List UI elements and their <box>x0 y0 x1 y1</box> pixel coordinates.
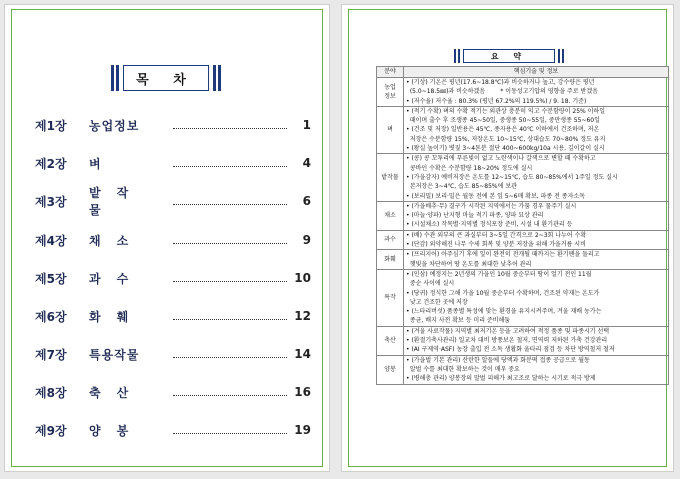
row-category: 특작 <box>377 269 404 326</box>
row-content <box>404 154 669 201</box>
content-line: • (환절기축사관리) 일교차 대비 방풍보온 철저, 면역력 저하된 가축 건강관리 <box>406 337 608 345</box>
toc-page-number: 14 <box>294 347 311 361</box>
toc-page-number: 4 <box>302 156 311 170</box>
content-line: • (느타리버섯) 품종별 특성에 맞는 환경을 유지시켜주며, 겨울 재배 농가는 <box>406 308 602 316</box>
toc-leader-dots <box>173 243 287 244</box>
content-line: 햇빛을 차단하여 땅 온도를 최대한 낮추어 관리 <box>406 260 532 268</box>
row-content <box>404 326 669 355</box>
content-line: • (시설채소) 작목별·지역별 정식포장 준비, 시설 내 환기관리 등 <box>406 221 573 229</box>
toc-chapter: 제5장 <box>35 271 67 286</box>
content-line: • (콩) 콩 꼬투리에 푸른빛이 없고 노란색이나 갈색으로 변할 때 수확하고 <box>406 155 596 163</box>
row-content <box>404 106 669 153</box>
content-line: • (가을감자) 예비저장은 온도를 12~15℃, 습도 80~85%에서 1주일 정도 실시 <box>406 173 618 181</box>
toc-entry[interactable] <box>35 153 311 173</box>
content-line: 종균, 배지 사전 확보 등 미리 준비해둠 <box>406 317 511 325</box>
row-category: 화훼 <box>377 250 404 270</box>
header-content: 핵심기술 및 정보 <box>404 67 669 78</box>
content-line: 낮고 건조한 곳에 저장 <box>406 298 468 306</box>
toc-entry[interactable] <box>35 115 311 135</box>
toc-chapter-name: 밭작물 <box>89 186 145 217</box>
row-content <box>404 201 669 230</box>
content-line: • (적기 수확) 벼의 수확 적기는 외관상 충분히 익고 수분함량이 25% 이하일 <box>406 107 606 115</box>
toc-entry[interactable] <box>35 382 311 402</box>
header-category: 분야 <box>377 67 404 78</box>
row-category: 과수 <box>377 230 404 250</box>
toc-leader-dots <box>173 433 287 434</box>
toc-chapter: 제2장 <box>35 156 67 171</box>
toc-entry[interactable] <box>35 344 311 364</box>
toc-page-number: 10 <box>294 271 311 285</box>
toc-page <box>4 4 330 472</box>
toc-chapter: 제9장 <box>35 423 67 438</box>
toc-chapter-name: 양봉 <box>89 423 145 438</box>
toc-entry[interactable] <box>35 306 311 326</box>
summary-table <box>376 66 669 385</box>
table-row <box>377 326 669 355</box>
content-line: • (가을벌 기본 관리) 산란한 알들에 당액과 화분떡 접종 공급으로 월동 <box>406 356 590 364</box>
toc-leader-dots <box>173 166 287 167</box>
toc-leader-dots <box>173 319 287 320</box>
toc-page-number: 9 <box>302 233 311 247</box>
toc-chapter: 제3장 <box>35 194 67 209</box>
toc-entry[interactable] <box>35 268 311 288</box>
content-line: • (병해충 관리) 양봉장의 말벌 피해가 최고조로 달하는 시기로 적극 방제 <box>406 375 596 383</box>
title-decoration-left <box>454 49 460 63</box>
content-line: 본저장은 3~4℃, 습도 85~85%에 보관 <box>406 183 517 191</box>
row-content <box>404 355 669 384</box>
content-line: • (보리밀) 보리·밀은 월동 전에 본 잎 5~6매 확보, 파종 전 종자소독 <box>406 192 585 200</box>
toc-entry[interactable] <box>35 420 311 440</box>
summary-table-body <box>377 78 669 385</box>
content-line: • (겨울 사료작물) 지역별 최저기온 등을 고려하여 적정 품종 및 파종시기 선택 <box>406 327 610 335</box>
toc-page-number: 1 <box>302 118 311 132</box>
row-content <box>404 250 669 270</box>
toc-chapter-name: 채소 <box>89 233 145 248</box>
toc-page-number: 19 <box>294 423 311 437</box>
toc-chapter-name: 벼 <box>89 156 117 171</box>
table-row <box>377 230 669 250</box>
content-line: 콩바인 수확은 수분함량 18~20% 정도에 실시 <box>406 164 533 172</box>
content-line: • (프리지어) 아주심기 후에 잎이 완전히 전개될 때까지는 환기팬을 돌리고 <box>406 251 600 259</box>
toc-entry[interactable] <box>35 186 311 217</box>
toc-chapter-name: 과수 <box>89 271 145 286</box>
content-line: 때이며 출수 후 조생종 45~50일, 중생종 50~55일, 중만생종 55~60일 <box>406 117 600 125</box>
toc-chapter: 제4장 <box>35 233 67 248</box>
toc-title-box <box>111 65 221 91</box>
row-category: 밭작물 <box>377 154 404 201</box>
toc-leader-dots <box>173 395 287 396</box>
content-line: 알벌 수를 최대한 확보하는 것이 매우 중요 <box>406 365 520 373</box>
title-decoration-right <box>558 49 564 63</box>
row-content <box>404 78 669 107</box>
table-row <box>377 250 669 270</box>
summary-title-box <box>454 48 564 64</box>
toc-chapter-name: 농업정보 <box>89 118 140 133</box>
content-line: • (마늘·양파) 난지형 마늘 적기 파종, 양파 묘상 관리 <box>406 212 544 220</box>
row-category: 농업 정보 <box>377 78 404 107</box>
toc-entry[interactable] <box>35 230 311 250</box>
toc-chapter-name: 축산 <box>89 385 145 400</box>
table-row <box>377 154 669 201</box>
content-line: 중순 사이에 실시 <box>406 280 455 288</box>
toc-chapter-name: 화훼 <box>89 309 145 324</box>
table-row <box>377 269 669 326</box>
row-content <box>404 269 669 326</box>
toc-chapter: 제6장 <box>35 309 67 324</box>
toc-page-number: 6 <box>302 194 311 208</box>
content-line: 저장은 수분함량 15%, 저장온도 10~15℃, 상대습도 70~80% 정도 유지 <box>406 135 606 143</box>
toc-leader-dots <box>173 281 287 282</box>
toc-title: 목 차 <box>123 65 209 91</box>
content-line: • (저수율) 저수율 : 80.3% (평년 67.2%의 119.5%) / 9. 18. 기준) <box>406 97 587 105</box>
content-line: • (가을배추·무) 결구가 시작된 지역에서는 가뭄 경우 물주기 실시 <box>406 202 577 210</box>
toc-chapter: 제8장 <box>35 385 67 400</box>
content-line: • (건조 및 저장) 일반용은 45℃, 종자용은 40℃ 이하에서 건조하며, 저온 <box>406 126 600 134</box>
content-line: • (인삼) 예정지는 2년생의 가을인 10월 중순부터 땅이 얼기 전인 11월 <box>406 270 592 278</box>
content-line: (5.0~18.5㎜)과 비슷하겠음 * 이동성고기압의 영향을 주로 받겠음 <box>406 88 598 96</box>
toc-leader-dots <box>173 204 287 205</box>
table-row <box>377 201 669 230</box>
content-line: • (왕실 높이기) 볏짚 3~4톤분 절단 400~600kg/10a 시용, 깊이갈이 실시 <box>406 145 605 153</box>
content-line: • (당귀) 정식한 그해 가을 10월 중순부터 수확하며, 건조된 약재는 온도가 <box>406 289 600 297</box>
toc-chapter: 제1장 <box>35 118 67 133</box>
title-decoration-right <box>213 65 221 91</box>
row-category: 벼 <box>377 106 404 153</box>
toc-page-number: 12 <box>294 309 311 323</box>
table-row <box>377 355 669 384</box>
content-line: • (단감) 외약해진 나무 수세 회복 및 양분 저장을 위해 가을거름 시비 <box>406 241 586 249</box>
content-line: • (배) 수관 외부의 큰 과실부터 3~5일 간격으로 2~3회 나누어 수확 <box>406 231 587 239</box>
toc-leader-dots <box>173 357 287 358</box>
toc-chapter: 제7장 <box>35 347 67 362</box>
row-category: 축산 <box>377 326 404 355</box>
row-category: 채소 <box>377 201 404 230</box>
table-row <box>377 106 669 153</box>
content-line: • (기상) 기온은 평년(17.6~18.8℃)과 비슷하거나 높고, 강수량은 평년 <box>406 79 595 86</box>
toc-leader-dots <box>173 128 287 129</box>
summary-title: 요 약 <box>463 49 555 63</box>
table-header-row <box>377 67 669 78</box>
title-decoration-left <box>111 65 119 91</box>
toc-chapter-name: 특용작물 <box>89 347 140 362</box>
row-content <box>404 230 669 250</box>
row-category: 양봉 <box>377 355 404 384</box>
table-row <box>377 78 669 107</box>
summary-page <box>341 4 674 472</box>
content-line: • (AI 구제역·ASF) 농장 출입 전 소독 생활화 울타리 점검 등 차단 방역철저 철저 <box>406 346 615 354</box>
toc-page-number: 16 <box>294 385 311 399</box>
